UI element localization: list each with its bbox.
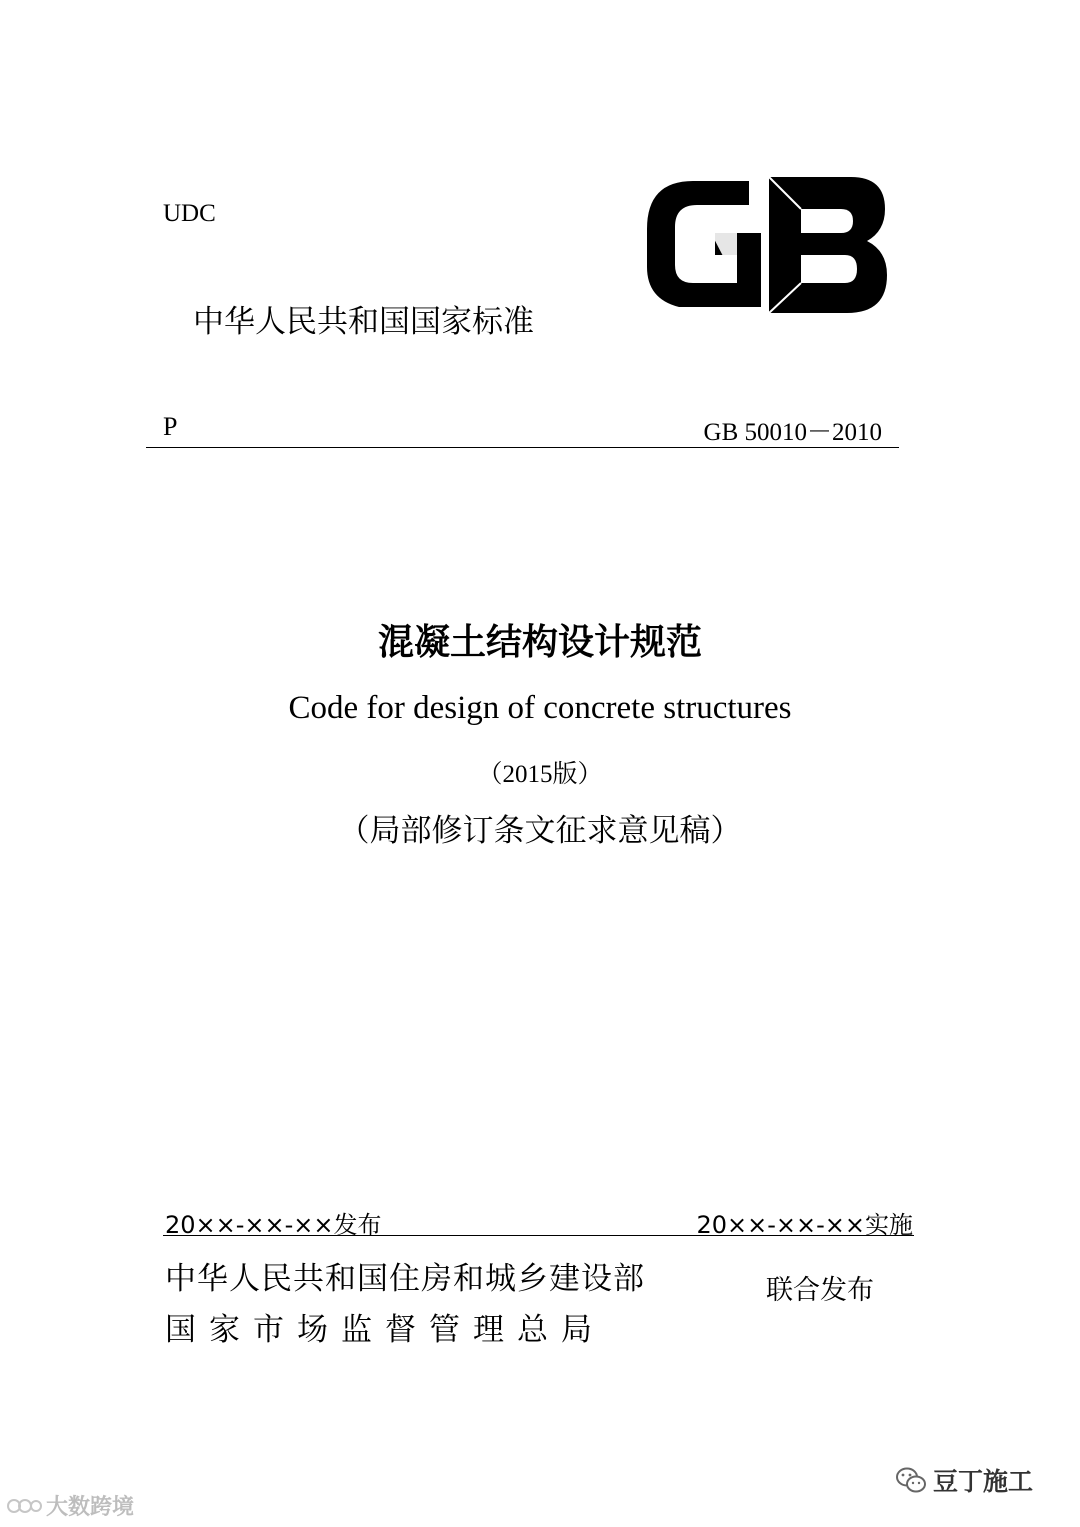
wechat-icon xyxy=(895,1465,927,1495)
watermark-logo-icon xyxy=(6,1493,42,1519)
corner-watermark-text: 大数跨境 xyxy=(46,1495,135,1520)
classification-code: P xyxy=(163,412,178,441)
header-divider xyxy=(146,447,899,448)
title-english: Code for design of concrete structures xyxy=(288,690,792,726)
joint-publish-label: 联合发布 xyxy=(766,1275,874,1306)
wechat-watermark xyxy=(895,1462,1033,1498)
implement-date: 20××-××-××实施 xyxy=(696,1211,913,1239)
issuer-ministry: 中华人民共和国住房和城乡建设部 xyxy=(165,1261,645,1297)
issuer-administration: 国家市场监督管理总局 xyxy=(165,1312,605,1348)
gb-logo xyxy=(641,171,891,317)
edition-label: （2015版） xyxy=(477,761,603,788)
publish-date: 20××-××-××发布 xyxy=(165,1211,382,1239)
standard-number: GB 50010－2010 xyxy=(703,419,882,446)
udc-label: UDC xyxy=(163,200,216,227)
standard-type-label: 中华人民共和国国家标准 xyxy=(193,304,534,340)
date-divider xyxy=(163,1235,914,1236)
draft-note: （局部修订条文征求意见稿） xyxy=(338,813,742,849)
wechat-account-name: 豆丁施工 xyxy=(933,1467,1034,1496)
title-chinese: 混凝土结构设计规范 xyxy=(377,622,702,663)
corner-watermark xyxy=(6,1490,134,1521)
